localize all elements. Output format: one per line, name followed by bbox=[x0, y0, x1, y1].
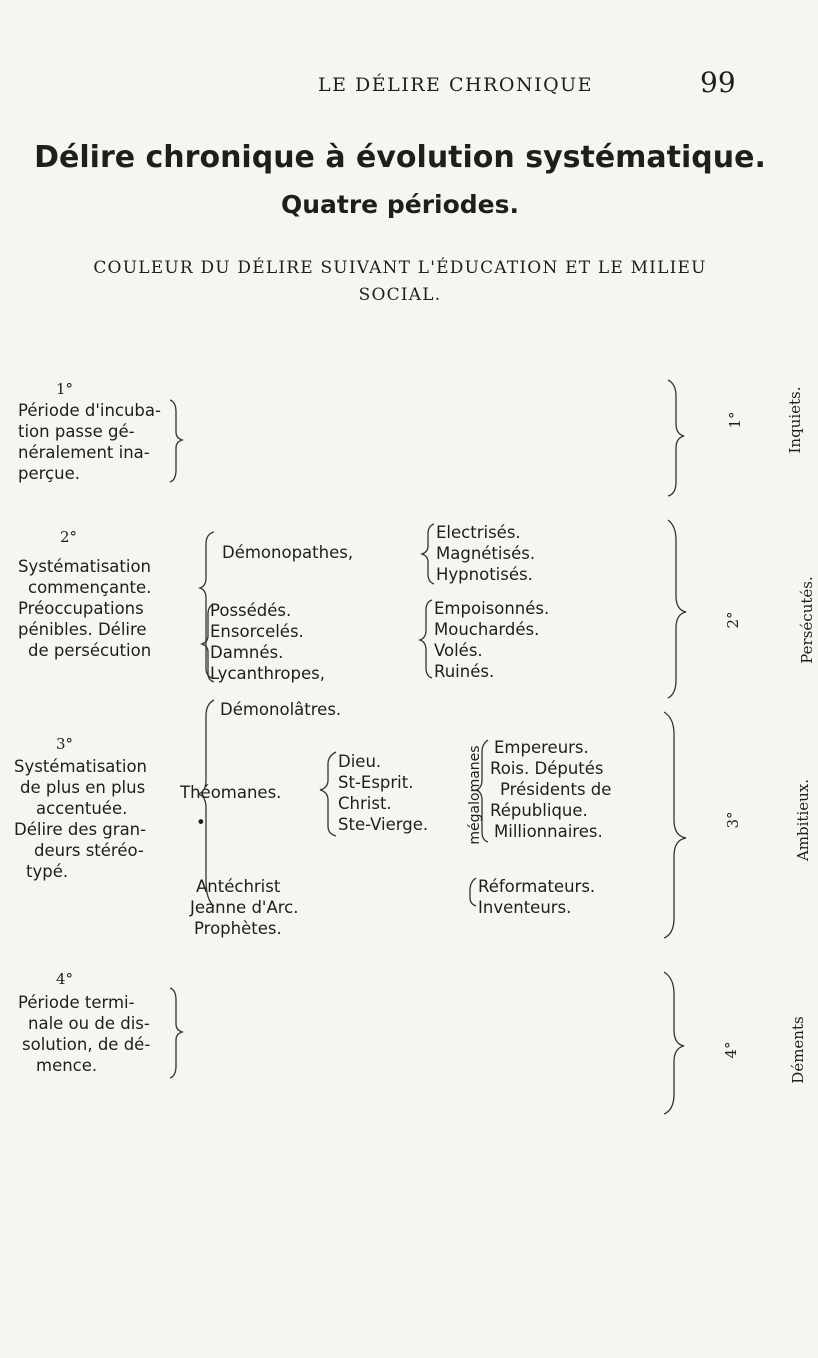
period-4-line: Période termi- bbox=[18, 993, 135, 1012]
brace-reform bbox=[470, 878, 476, 906]
period-4-line: mence. bbox=[36, 1056, 98, 1075]
brace-period-3 bbox=[198, 700, 214, 906]
megalomanes-label: mégalomanes bbox=[467, 745, 483, 845]
period-4-line: nale ou de dis- bbox=[28, 1014, 150, 1033]
antechrist-item: Prophètes. bbox=[194, 919, 282, 938]
social-item: Volés. bbox=[434, 641, 483, 660]
brace-period-1 bbox=[170, 400, 182, 482]
social-item: Ruinés. bbox=[434, 662, 495, 681]
brace-class-4 bbox=[664, 972, 684, 1114]
caption-line-2: SOCIAL. bbox=[358, 285, 442, 305]
period-2-line: de persécution bbox=[28, 641, 152, 660]
period-3-number: 3° bbox=[56, 735, 74, 753]
period-1-number: 1° bbox=[56, 380, 74, 398]
period-3-line: Délire des gran- bbox=[14, 820, 147, 839]
class-3-label: Ambitieux. bbox=[794, 778, 812, 862]
period-3-line: accentuée. bbox=[36, 799, 128, 818]
brace-class-3 bbox=[664, 712, 686, 938]
period-3-line: typé. bbox=[26, 862, 69, 881]
period-3-line: de plus en plus bbox=[20, 778, 146, 797]
period-3-line: deurs stéréo- bbox=[34, 841, 144, 860]
reform-item: Inventeurs. bbox=[478, 898, 572, 917]
period-2-number: 2° bbox=[60, 528, 78, 546]
grandeur-item: Présidents de bbox=[500, 780, 612, 799]
grandeur-item: Empereurs. bbox=[494, 738, 589, 757]
brace-grandeur bbox=[476, 740, 488, 842]
brace-social bbox=[420, 600, 432, 678]
period-2-line: commençante. bbox=[28, 578, 152, 597]
reform-item: Réformateurs. bbox=[478, 877, 596, 896]
bullet-mark: • bbox=[196, 813, 206, 832]
period-2-line: pénibles. Délire bbox=[18, 620, 147, 639]
divine-item: Christ. bbox=[338, 794, 392, 813]
brace-divine bbox=[320, 752, 336, 836]
divine-item: Ste-Vierge. bbox=[338, 815, 429, 834]
class-1-label: Inquiets. bbox=[786, 386, 804, 454]
divine-item: St-Esprit. bbox=[338, 773, 414, 792]
antechrist-item: Antéchrist bbox=[196, 877, 281, 896]
physical-item: Electrisés. bbox=[436, 523, 521, 542]
period-4-line: solution, de dé- bbox=[22, 1035, 151, 1054]
period-2-line: Préoccupations bbox=[18, 599, 144, 618]
class-4-label: Déments bbox=[789, 1016, 807, 1084]
period-1-line: tion passe gé- bbox=[18, 422, 135, 441]
class-3-number: 3° bbox=[724, 811, 742, 829]
class-2-label: Persécutés. bbox=[798, 576, 816, 664]
period-2-line: Systématisation bbox=[18, 557, 152, 576]
period-3-line: Systématisation bbox=[14, 757, 148, 776]
possession-item: Damnés. bbox=[210, 643, 284, 662]
physical-item: Magnétisés. bbox=[436, 544, 536, 563]
class-2-number: 2° bbox=[724, 611, 742, 629]
social-item: Empoisonnés. bbox=[434, 599, 550, 618]
class-4-number: 4° bbox=[722, 1041, 740, 1059]
brace-physical bbox=[422, 524, 434, 584]
divine-item: Dieu. bbox=[338, 752, 382, 771]
grandeur-item: Millionnaires. bbox=[494, 822, 603, 841]
brace-class-2 bbox=[668, 520, 686, 698]
class-1-number: 1° bbox=[726, 411, 744, 429]
antechrist-item: Jeanne d'Arc. bbox=[190, 898, 299, 917]
possession-item: Lycanthropes, bbox=[210, 664, 325, 683]
social-item: Mouchardés. bbox=[434, 620, 540, 639]
physical-item: Hypnotisés. bbox=[436, 565, 533, 584]
brace-possession bbox=[202, 604, 214, 682]
period-1-line: perçue. bbox=[18, 464, 80, 483]
demonolatres-label: Démonolâtres. bbox=[220, 700, 342, 719]
brace-class-1 bbox=[668, 380, 684, 496]
page-number: 99 bbox=[700, 66, 736, 99]
brace-period-4 bbox=[170, 988, 182, 1078]
subtitle: Quatre périodes. bbox=[280, 190, 519, 219]
main-title: Délire chronique à évolution systématique. bbox=[34, 140, 766, 175]
possession-item: Ensorcelés. bbox=[210, 622, 304, 641]
period-4-number: 4° bbox=[56, 970, 74, 988]
possession-item: Possédés. bbox=[210, 601, 292, 620]
running-title: LE DÉLIRE CHRONIQUE bbox=[318, 74, 594, 96]
grandeur-item: République. bbox=[490, 801, 588, 820]
theomanes-label: Théomanes. bbox=[180, 783, 282, 802]
demonopathes-label: Démonopathes, bbox=[222, 543, 354, 562]
period-1-line: Période d'incuba- bbox=[18, 401, 161, 420]
period-1-line: néralement ina- bbox=[18, 443, 150, 462]
caption-line-1: COULEUR DU DÉLIRE SUIVANT L'ÉDUCATION ET LE MILIEU bbox=[93, 258, 707, 278]
grandeur-item: Rois. Députés bbox=[490, 759, 604, 778]
